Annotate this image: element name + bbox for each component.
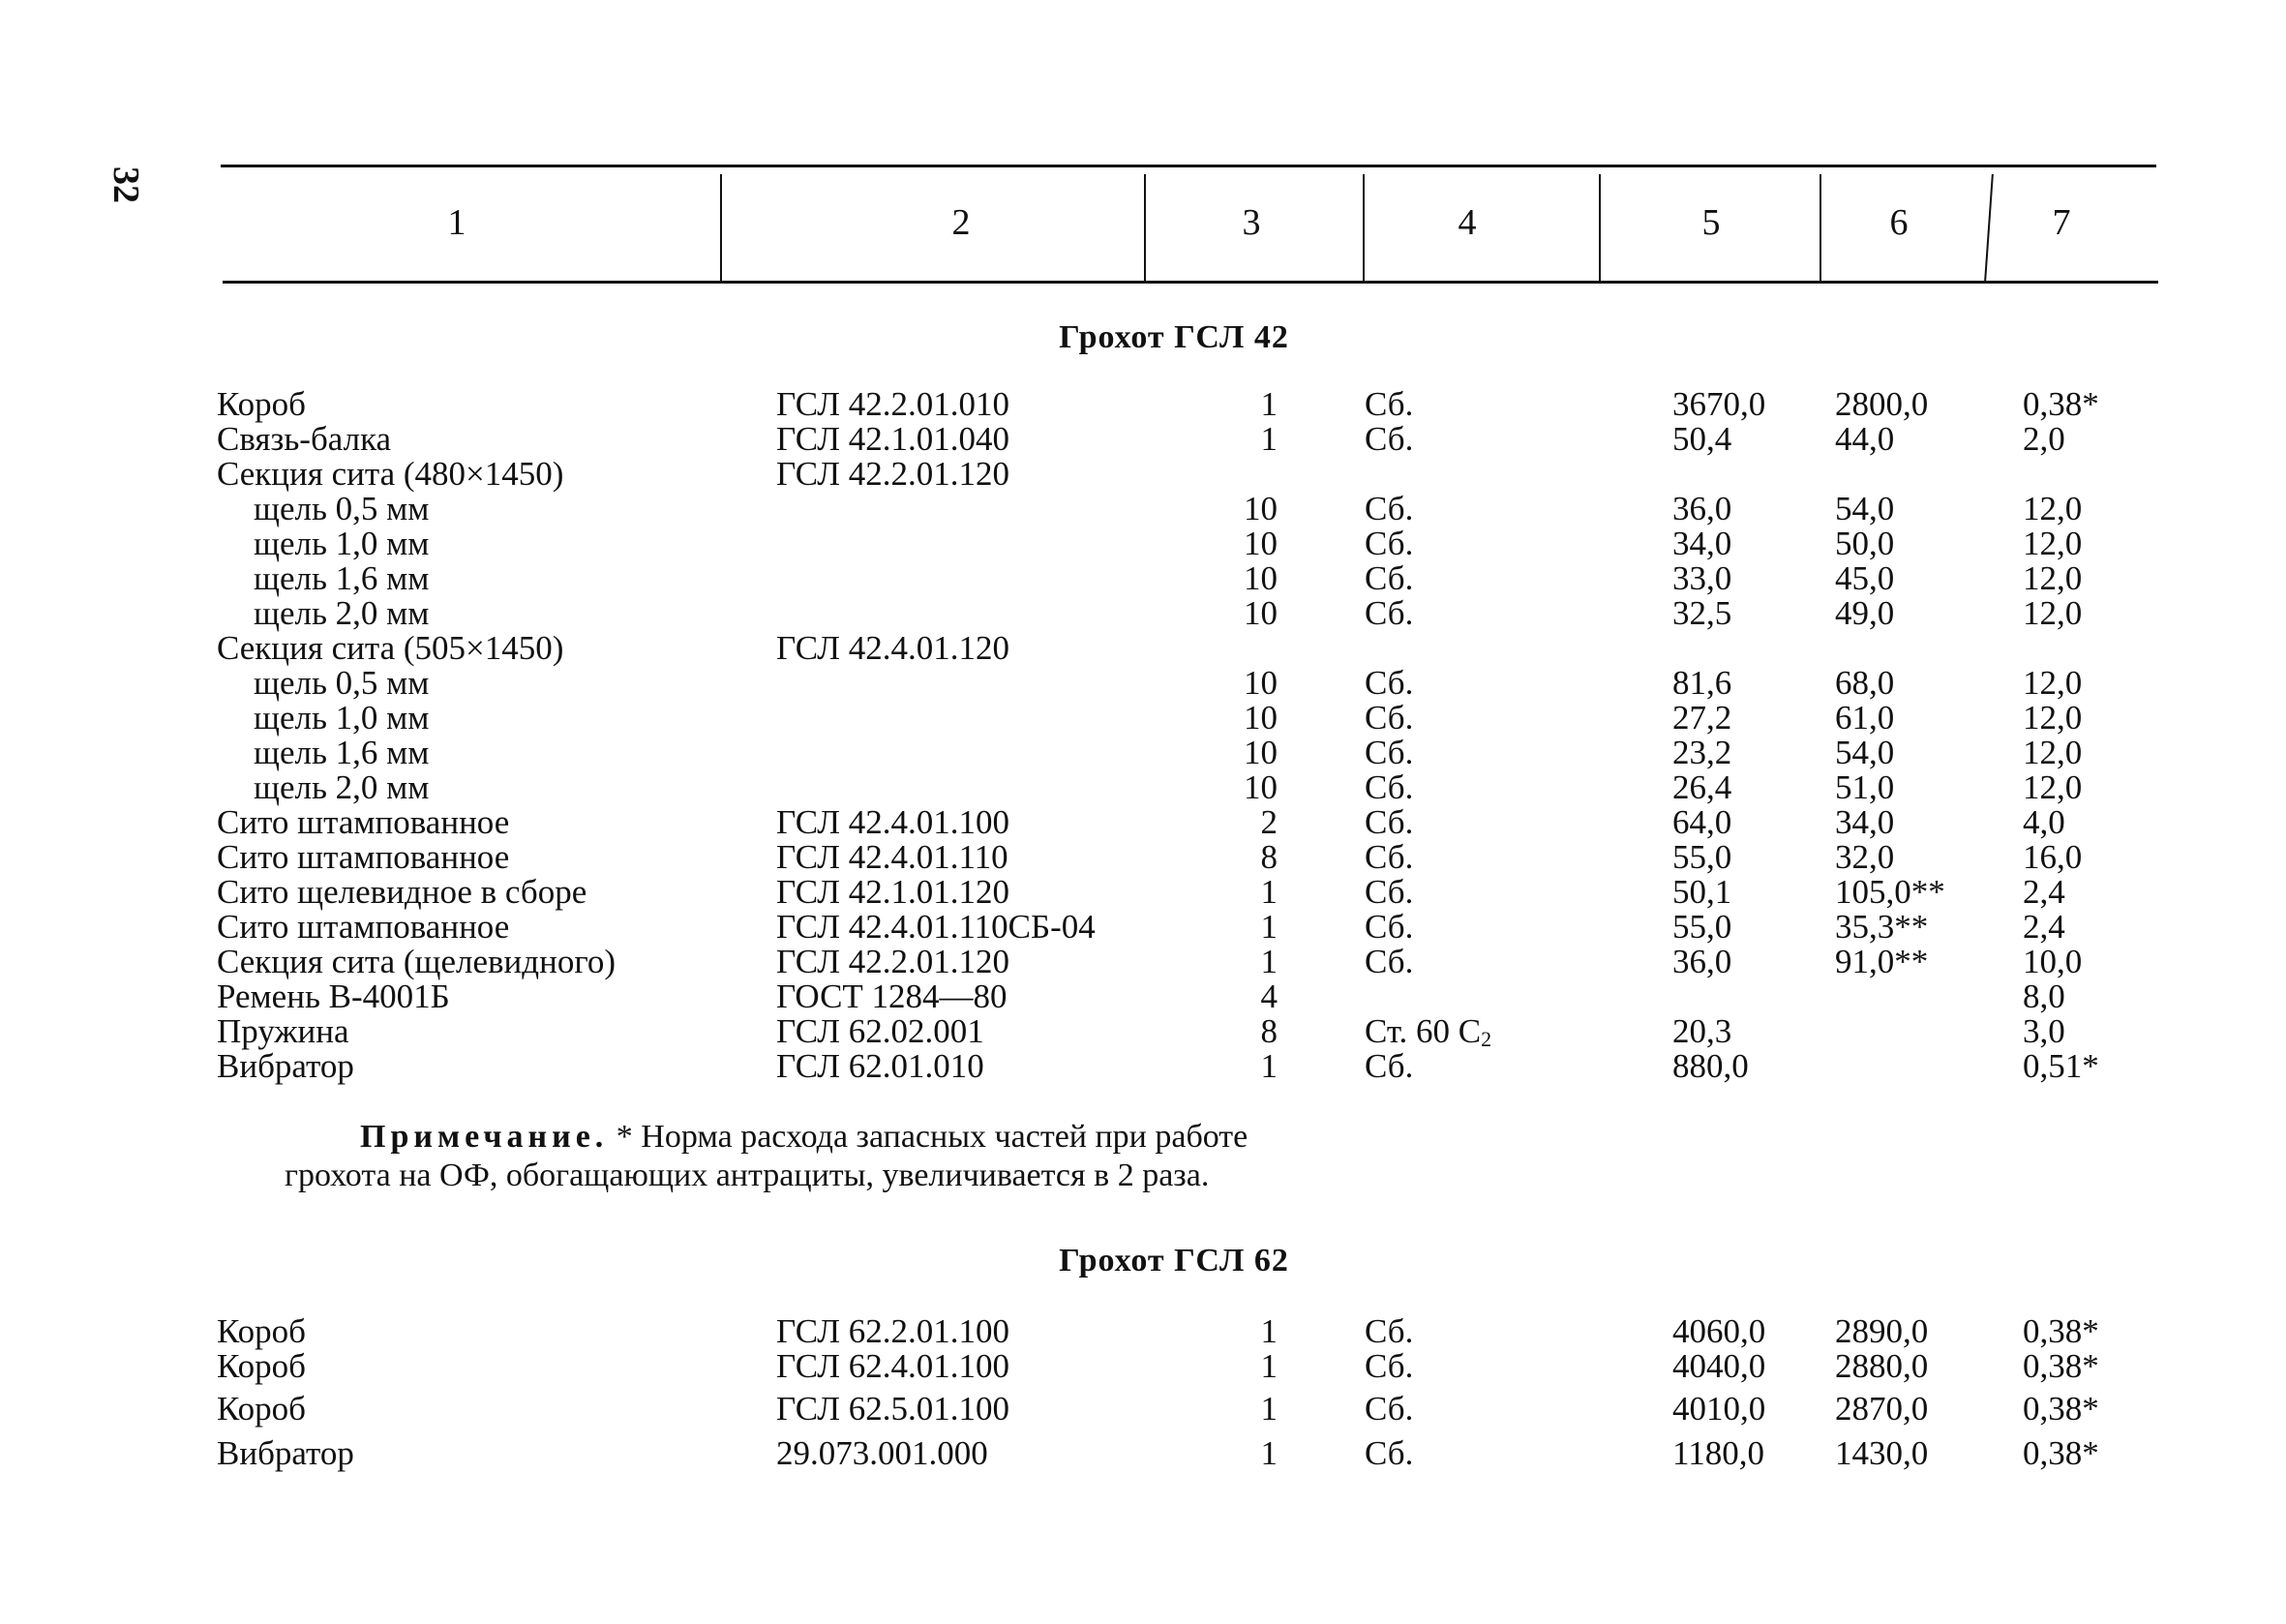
item-quantity: 1 [1260,908,1278,946]
table-row [0,1049,2286,1084]
table-row [0,387,2286,422]
item-name: Вибратор [217,1434,354,1472]
item-name: Сито щелевидное в сборе [217,873,587,911]
item-name: Короб [217,1390,306,1428]
item-name: Вибратор [217,1047,354,1085]
item-column-4: Ст. 60 $С_2$ [1365,1012,1492,1051]
item-column-4: Сб. [1365,768,1414,806]
item-name: Пружина [217,1012,349,1050]
item-column-7: 16,0 [2023,838,2083,876]
item-column-7: 0,38* [2023,1390,2099,1428]
item-column-4: Сб. [1365,1390,1414,1428]
item-column-4: Сб. [1365,1047,1414,1085]
item-column-7: 12,0 [2023,699,2083,737]
header-divider [1144,174,1146,281]
footnote-line1: * Норма расхода запасных частей при работе [616,1119,1248,1155]
item-quantity: 1 [1260,1434,1278,1472]
item-column-4: Сб. [1365,420,1414,458]
item-column-5: 36,0 [1672,490,1732,527]
item-column-6: 2880,0 [1835,1347,1929,1385]
item-name: Секция сита (480×1450) [217,455,564,493]
table-row [0,1392,2286,1427]
item-column-6: 1430,0 [1835,1434,1929,1472]
item-quantity: 1 [1260,385,1278,423]
item-column-5: 50,4 [1672,420,1732,458]
item-column-7: 12,0 [2023,768,2083,806]
item-name: Ремень В-4001Б [217,977,450,1015]
column-number: 2 [951,202,971,243]
item-column-7: 0,38* [2023,1347,2099,1385]
item-column-5: 34,0 [1672,525,1732,562]
table-row [0,631,2286,666]
item-column-4: Сб. [1365,385,1414,423]
item-designation: ГСЛ 42.4.01.100 [776,803,1009,841]
table-row [0,805,2286,840]
item-column-7: 4,0 [2023,803,2065,841]
column-number: 6 [1889,202,1909,243]
item-designation: ГСЛ 42.4.01.110СБ-04 [776,908,1096,946]
item-column-7: 12,0 [2023,525,2083,562]
section-title: Грохот ГСЛ 62 [1059,1243,1289,1278]
item-column-5: 36,0 [1672,943,1732,980]
item-quantity: 1 [1260,873,1278,911]
item-column-6: 34,0 [1835,803,1895,841]
item-designation: ГОСТ 1284—80 [776,977,1008,1015]
item-designation: ГСЛ 62.02.001 [776,1012,984,1050]
page-number: 32 [105,166,146,203]
table-row [0,1436,2286,1471]
item-column-4: Сб. [1365,699,1414,737]
item-column-6: 61,0 [1835,699,1895,737]
item-designation: ГСЛ 42.4.01.120 [776,629,1009,667]
table-row [0,492,2286,526]
item-column-4: Сб. [1365,559,1414,597]
item-column-4: Сб. [1365,734,1414,771]
header-divider [1820,174,1821,281]
item-name: Короб [217,1312,306,1350]
item-quantity: 10 [1244,768,1278,806]
item-column-4: Сб. [1365,490,1414,527]
item-column-6: 51,0 [1835,768,1895,806]
table-row [0,736,2286,770]
item-name: Сито штампованное [217,838,510,876]
item-column-7: 10,0 [2023,943,2083,980]
item-column-6: 49,0 [1835,594,1895,632]
item-column-7: 0,38* [2023,1434,2099,1472]
item-column-6: 2870,0 [1835,1390,1929,1428]
item-column-5: 81,6 [1672,664,1732,702]
item-column-6: 44,0 [1835,420,1895,458]
item-quantity: 1 [1260,1047,1278,1085]
item-designation: ГСЛ 42.4.01.110 [776,838,1008,876]
item-designation: 29.073.001.000 [776,1434,988,1472]
item-column-6: 45,0 [1835,559,1895,597]
item-quantity: 1 [1260,1347,1278,1385]
item-column-7: 2,4 [2023,873,2065,911]
item-column-6: 2800,0 [1835,385,1929,423]
column-number: 7 [2052,202,2071,243]
item-column-6: 68,0 [1835,664,1895,702]
item-name: Сито штампованное [217,908,510,946]
item-column-6: 50,0 [1835,525,1895,562]
item-column-4: Сб. [1365,664,1414,702]
item-designation: ГСЛ 62.4.01.100 [776,1347,1009,1385]
item-column-5: 20,3 [1672,1012,1732,1050]
item-quantity: 4 [1260,977,1278,1015]
table-row [0,945,2286,979]
item-column-5: 4060,0 [1672,1312,1766,1350]
item-column-4: Сб. [1365,803,1414,841]
item-name: щель 2,0 мм [254,594,430,632]
table-row [0,666,2286,701]
table-row [0,1349,2286,1384]
table-row [0,561,2286,596]
item-column-5: 1180,0 [1672,1434,1764,1472]
header-divider [1363,174,1365,281]
table-row [0,840,2286,875]
item-quantity: 10 [1244,559,1278,597]
item-column-4: Сб. [1365,525,1414,562]
table-row [0,979,2286,1014]
table-row [0,910,2286,945]
item-column-4: Сб. [1365,943,1414,980]
column-number: 1 [447,202,466,243]
table-row [0,1014,2286,1049]
item-name: Секция сита (щелевидного) [217,943,616,980]
item-column-7: 2,4 [2023,908,2065,946]
footnote-line2-wrap [285,1158,1209,1194]
item-column-4: Сб. [1365,594,1414,632]
item-designation: ГСЛ 42.2.01.120 [776,455,1009,493]
header-divider [720,174,722,281]
item-column-6: 54,0 [1835,734,1895,771]
item-column-7: 2,0 [2023,420,2065,458]
item-column-6: 105,0** [1835,873,1945,911]
item-column-5: 55,0 [1672,838,1732,876]
item-quantity: 1 [1260,1390,1278,1428]
item-column-4: Сб. [1365,1434,1414,1472]
item-designation: ГСЛ 62.5.01.100 [776,1390,1009,1428]
item-column-4: Сб. [1365,1312,1414,1350]
item-quantity: 10 [1244,594,1278,632]
item-column-7: 0,38* [2023,385,2099,423]
item-quantity: 10 [1244,490,1278,527]
table-row [0,457,2286,492]
item-quantity: 1 [1260,943,1278,980]
item-column-7: 12,0 [2023,734,2083,771]
item-quantity: 8 [1260,838,1278,876]
item-column-7: 0,51* [2023,1047,2099,1085]
item-column-5: 33,0 [1672,559,1732,597]
table-row [0,596,2286,631]
item-column-6: 54,0 [1835,490,1895,527]
item-column-4: Сб. [1365,908,1414,946]
header-divider [1599,174,1601,281]
item-quantity: 10 [1244,664,1278,702]
item-designation: ГСЛ 42.1.01.040 [776,420,1009,458]
item-column-4: Сб. [1365,838,1414,876]
item-column-5: 26,4 [1672,768,1732,806]
item-designation: ГСЛ 62.2.01.100 [776,1312,1009,1350]
item-column-5: 3670,0 [1672,385,1766,423]
table-row [0,701,2286,736]
column-number: 4 [1458,202,1477,243]
item-name: щель 2,0 мм [254,768,430,806]
item-quantity: 2 [1260,803,1278,841]
item-column-5: 55,0 [1672,908,1732,946]
item-column-7: 0,38* [2023,1312,2099,1350]
item-column-5: 4010,0 [1672,1390,1766,1428]
item-quantity: 10 [1244,734,1278,771]
footnote [360,1119,1248,1156]
item-name: щель 1,6 мм [254,559,430,597]
item-quantity: 10 [1244,699,1278,737]
table-row [0,875,2286,910]
item-column-7: 12,0 [2023,664,2083,702]
column-number: 5 [1701,202,1721,243]
item-column-5: 23,2 [1672,734,1732,771]
item-column-6: 91,0** [1835,943,1929,980]
item-column-5: 4040,0 [1672,1347,1766,1385]
table-row [0,770,2286,805]
item-column-4: Сб. [1365,873,1414,911]
item-name: щель 1,0 мм [254,525,430,562]
subscript: 2 [1481,1027,1492,1051]
item-designation: ГСЛ 42.1.01.120 [776,873,1009,911]
footnote-line2: грохота на ОФ, обогащающих антрациты, увеличивается в 2 раза. [285,1158,1210,1193]
header-top-rule [221,165,2156,167]
item-name: Короб [217,1347,306,1385]
item-quantity: 1 [1260,1312,1278,1350]
item-column-7: 12,0 [2023,594,2083,632]
table-row [0,422,2286,457]
item-column-6: 2890,0 [1835,1312,1929,1350]
section-title: Грохот ГСЛ 42 [1059,319,1289,355]
item-column-6: 35,3** [1835,908,1929,946]
item-column-5: 32,5 [1672,594,1732,632]
item-name: щель 0,5 мм [254,490,430,527]
column-number: 3 [1242,202,1261,243]
item-name: Связь-балка [217,420,392,458]
item-column-7: 12,0 [2023,490,2083,527]
item-column-7: 3,0 [2023,1012,2065,1050]
header-divider [1984,174,1994,281]
item-quantity: 1 [1260,420,1278,458]
item-designation: ГСЛ 42.2.01.010 [776,385,1009,423]
item-column-5: 50,1 [1672,873,1732,911]
item-column-5: 27,2 [1672,699,1732,737]
item-name: щель 1,0 мм [254,699,430,737]
table-row [0,526,2286,561]
item-name: Сито штампованное [217,803,510,841]
table-row [0,1314,2286,1349]
header-bottom-rule [223,281,2158,284]
item-designation: ГСЛ 42.2.01.120 [776,943,1009,980]
item-name: Секция сита (505×1450) [217,629,564,667]
item-column-7: 8,0 [2023,977,2065,1015]
item-name: Короб [217,385,306,423]
item-column-5: 880,0 [1672,1047,1749,1085]
item-column-5: 64,0 [1672,803,1732,841]
item-designation: ГСЛ 62.01.010 [776,1047,984,1085]
item-name: щель 0,5 мм [254,664,430,702]
item-column-7: 12,0 [2023,559,2083,597]
item-quantity: 10 [1244,525,1278,562]
item-column-6: 32,0 [1835,838,1895,876]
footnote-lead: Примечание. [360,1119,609,1155]
item-column-4: Сб. [1365,1347,1414,1385]
item-quantity: 8 [1260,1012,1278,1050]
item-name: щель 1,6 мм [254,734,430,771]
